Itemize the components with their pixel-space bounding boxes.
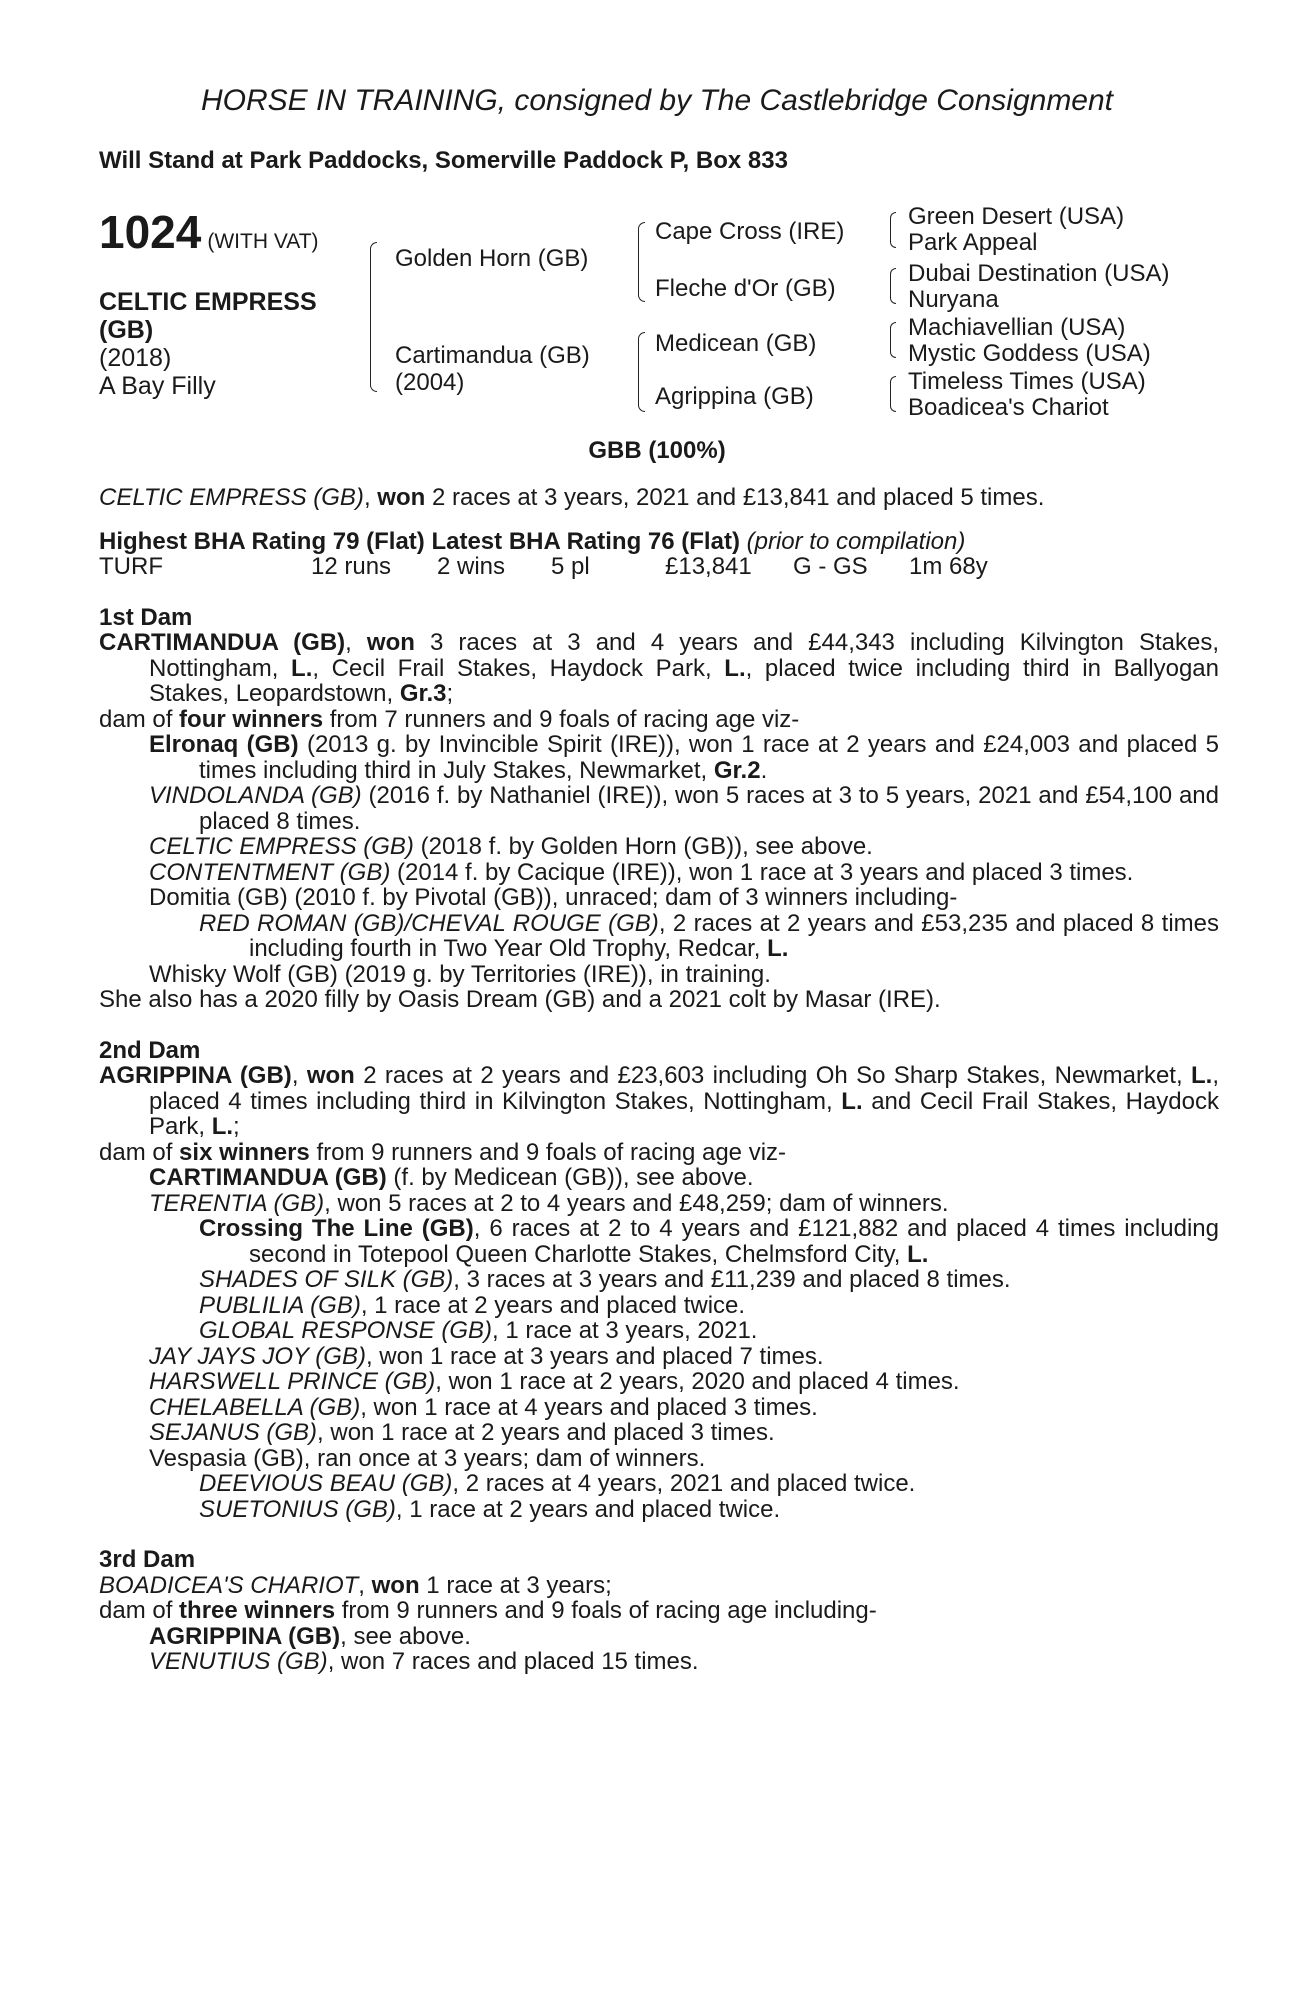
- grandproduce-deevious-beau: DEEVIOUS BEAU (GB), 2 races at 4 years, 2021 and placed twice.: [199, 1470, 916, 1497]
- ancestor-2: Park Appeal: [908, 229, 1038, 256]
- ancestor-7: Timeless Times (USA): [908, 368, 1146, 395]
- first-dam-also: She also has a 2020 filly by Oasis Dream (GB) and a 2021 colt by Masar (IRE).: [99, 986, 941, 1013]
- produce-elronaq: Elronaq (GB) (2013 g. by Invincible Spirit (IRE)), won 1 race at 2 years and £24,003 and placed 5 times including third in July Stakes, Newmarket, Gr.2.: [149, 731, 1219, 784]
- sire-sire: Cape Cross (IRE): [655, 218, 845, 245]
- produce-terentia: TERENTIA (GB), won 5 races at 2 to 4 years and £48,259; dam of winners.: [149, 1189, 949, 1217]
- g-brace-3: [890, 322, 896, 358]
- produce-cartimandua: CARTIMANDUA (GB) (f. by Medicean (GB)), see above.: [149, 1164, 754, 1191]
- produce-sejanus: SEJANUS (GB), won 1 race at 2 years and placed 3 times.: [149, 1419, 775, 1446]
- sire-dam-brace: [370, 242, 377, 392]
- turf-going: G - GS: [793, 553, 868, 580]
- sire-brace: [638, 222, 645, 302]
- dam-dam: Agrippina (GB): [655, 383, 814, 410]
- vat-note: (WITH VAT): [207, 230, 319, 253]
- horse-year: (2018): [99, 344, 172, 372]
- g-brace-4: [890, 376, 896, 412]
- ancestor-1: Green Desert (USA): [908, 203, 1125, 230]
- horse-name: CELTIC EMPRESS (GB): [99, 288, 317, 344]
- first-dam-record: CARTIMANDUA (GB), won 3 races at 3 and 4 years and £44,343 including Kilvington Stakes, Nottingham, L., Cecil Frail Stakes, Haydock Park, L., placed twice including third in Ballyogan Stakes, Leopardstown, Gr.3;: [99, 629, 1219, 707]
- produce-domitia: Domitia (GB) (2010 f. by Pivotal (GB)), unraced; dam of 3 winners including-: [149, 884, 958, 911]
- stand-location: Will Stand at Park Paddocks, Somerville Paddock P, Box 833: [99, 147, 788, 174]
- third-dam-produce-summary: dam of three winners from 9 runners and 9 foals of racing age including-: [99, 1597, 877, 1624]
- produce-venutius: VENUTIUS (GB), won 7 races and placed 15 times.: [149, 1648, 699, 1675]
- produce-celtic-empress: CELTIC EMPRESS (GB) (2018 f. by Golden Horn (GB)), see above.: [149, 833, 873, 860]
- dam-year: (2004): [395, 369, 465, 396]
- sire-name: Golden Horn (GB): [395, 245, 589, 272]
- third-dam-heading: 3rd Dam: [99, 1546, 196, 1573]
- grandproduce-red-roman: RED ROMAN (GB)/CHEVAL ROUGE (GB), 2 races at 2 years and £53,235 and placed 8 times including fourth in Two Year Old Trophy, Redcar, L.: [199, 909, 1220, 962]
- lot-number-value: 1024: [99, 206, 202, 258]
- gbb-badge: GBB (100%): [588, 437, 726, 464]
- turf-wins: 2 wins: [437, 553, 506, 580]
- grandproduce-global-response: GLOBAL RESPONSE (GB), 1 race at 3 years, 2021.: [199, 1317, 758, 1344]
- second-dam-produce-summary: dam of six winners from 9 runners and 9 foals of racing age viz-: [99, 1138, 787, 1166]
- grandproduce-publilia: PUBLILIA (GB), 1 race at 2 years and placed twice.: [199, 1291, 746, 1319]
- lot-number: [99, 205, 319, 259]
- third-dam-record: BOADICEA'S CHARIOT, won 1 race at 3 years;: [99, 1571, 612, 1599]
- second-dam-heading: 2nd Dam: [99, 1036, 201, 1064]
- first-dam-produce-summary: dam of four winners from 7 runners and 9 foals of racing age viz-: [99, 705, 800, 733]
- grandproduce-suetonius: SUETONIUS (GB), 1 race at 2 years and placed twice.: [199, 1495, 781, 1523]
- first-dam-heading: 1st Dam: [99, 603, 193, 631]
- produce-jay-jays-joy: JAY JAYS JOY (GB), won 1 race at 3 years and placed 7 times.: [149, 1342, 824, 1370]
- produce-contentment: CONTENTMENT (GB) (2014 f. by Cacique (IRE)), won 1 race at 3 years and placed 3 times.: [149, 858, 1134, 886]
- page-title: HORSE IN TRAINING, consigned by The Castlebridge Consignment: [200, 84, 1114, 117]
- g-brace-1: [890, 212, 896, 248]
- dam-brace: [638, 332, 645, 412]
- catalogue-body: [99, 485, 1219, 1675]
- grandproduce-crossing-the-line: Crossing The Line (GB), 6 races at 2 to 4 years and £121,882 and placed 4 times including second in Totepool Queen Charlotte Stakes, Chelmsford City, L.: [199, 1215, 1219, 1268]
- bha-ratings: Highest BHA Rating 79 (Flat) Latest BHA Rating 76 (Flat) (prior to compilation): [99, 527, 966, 555]
- turf-earnings: £13,841: [665, 553, 752, 580]
- produce-vespasia: Vespasia (GB), ran once at 3 years; dam of winners.: [149, 1444, 706, 1472]
- turf-placed: 5 pl: [551, 553, 590, 580]
- dam-name: Cartimandua (GB): [395, 342, 590, 369]
- horse-identity: [99, 288, 359, 400]
- produce-vindolanda: VINDOLANDA (GB) (2016 f. by Nathaniel (IRE)), won 5 races at 3 to 5 years, 2021 and £54,100 and placed 8 times.: [149, 782, 1219, 835]
- race-summary: CELTIC EMPRESS (GB), won 2 races at 3 years, 2021 and £13,841 and placed 5 times.: [99, 484, 1045, 511]
- produce-harswell-prince: HARSWELL PRINCE (GB), won 1 race at 2 years, 2020 and placed 4 times.: [149, 1368, 960, 1395]
- sire-dam: Fleche d'Or (GB): [655, 275, 836, 302]
- ancestor-3: Dubai Destination (USA): [908, 260, 1170, 287]
- turf-record: [99, 554, 1219, 580]
- produce-chelabella: CHELABELLA (GB), won 1 race at 4 years and placed 3 times.: [149, 1393, 818, 1421]
- turf-surface: TURF: [99, 553, 163, 580]
- turf-runs: 12 runs: [311, 553, 392, 580]
- ancestor-8: Boadicea's Chariot: [908, 394, 1109, 421]
- second-dam-record: AGRIPPINA (GB), won 2 races at 2 years and £23,603 including Oh So Sharp Stakes, Newmarket, L., placed 4 times including third in Kilvington Stakes, Nottingham, L. and Cecil Frail Stakes, Haydock Park, L.;: [99, 1062, 1219, 1140]
- horse-description: A Bay Filly: [99, 372, 216, 400]
- dam-sire: Medicean (GB): [655, 330, 817, 357]
- ancestor-5: Machiavellian (USA): [908, 314, 1126, 341]
- ancestor-4: Nuryana: [908, 286, 999, 313]
- grandproduce-shades-of-silk: SHADES OF SILK (GB), 3 races at 3 years and £11,239 and placed 8 times.: [199, 1266, 1011, 1293]
- g-brace-2: [890, 268, 896, 304]
- produce-whisky-wolf: Whisky Wolf (GB) (2019 g. by Territories (IRE)), in training.: [149, 960, 771, 988]
- turf-distance: 1m 68y: [909, 553, 988, 580]
- produce-agrippina: AGRIPPINA (GB), see above.: [149, 1622, 471, 1650]
- ancestor-6: Mystic Goddess (USA): [908, 340, 1151, 367]
